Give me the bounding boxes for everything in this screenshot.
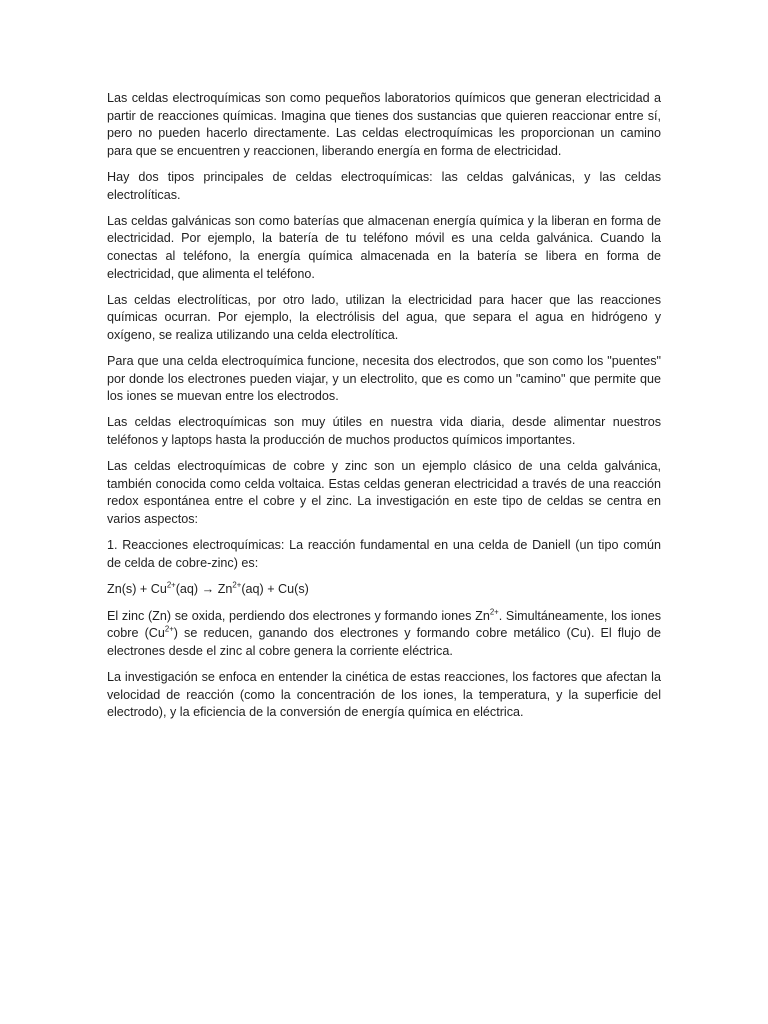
- equation-part: (aq) + Cu(s): [241, 582, 309, 596]
- text-run: El zinc (Zn) se oxida, perdiendo dos electrones y formando iones Zn: [107, 608, 490, 623]
- text-run: ) se reducen, ganando dos electrones y formando cobre metálico (Cu). El flujo de electrones desde el zinc al cobre genera la corriente eléctrica.: [107, 626, 662, 658]
- equation-daniell-cell: [107, 581, 661, 599]
- paragraph-research: La investigación se enfoca en entender la cinética de estas reacciones, los factores que afectan la velocidad de reacción (como la concentración de los iones, la temperatura, y la superficie del electrodo), y la eficiencia de la conversión de energía química en eléctrica.: [107, 669, 661, 720]
- paragraph-galvanic: Las celdas galvánicas son como baterías que almacenan energía química y la liberan en forma de electricidad. Por ejemplo, la batería de tu teléfono móvil es una celda galvánica. Cuando la conectas al teléfono, la energía química almacenada en la batería se libera en forma de electricidad, que alimenta el teléfono.: [107, 213, 661, 281]
- paragraph-electrolytic: Las celdas electrolíticas, por otro lado, utilizan la electricidad para hacer que las reacciones químicas ocurran. Por ejemplo, la electrólisis del agua, que separa el agua en hidrógeno y oxígeno, se realiza utilizando una celda electrolítica.: [107, 292, 661, 342]
- superscript-charge: 2+: [489, 607, 499, 617]
- equation-part: (aq) → Zn: [175, 582, 233, 596]
- paragraph-intro: Las celdas electroquímicas son como pequeños laboratorios químicos que generan electricidad a partir de reacciones químicas. Imagina que tienes dos sustancias que quieren reaccionar entre sí, pero no pueden hacerlo directamente. Las celdas electroquímicas les proporcionan un camino para que se encuentren y reaccionen, liberando energía en forma de electricidad.: [107, 91, 661, 158]
- paragraph-types: Hay dos tipos principales de celdas electroquímicas: las celdas galvánicas, y las celdas electrolíticas.: [107, 169, 661, 202]
- paragraph-electrodes: Para que una celda electroquímica funcione, necesita dos electrodos, que son como los "puentes" por donde los electrones pueden viajar, y un electrolito, que es como un "camino" que permite que los iones se muevan entre los electrodos.: [107, 354, 661, 404]
- text-run: . Simultáneamente, los iones cobre (Cu: [107, 608, 661, 641]
- paragraph-copper-zinc: Las celdas electroquímicas de cobre y zinc son un ejemplo clásico de una celda galvánica, también conocida como celda voltaica. Estas celdas generan electricidad a través de una reacción redox espontánea entre el cobre y el zinc. La investigación en este tipo de celdas se centra en varios aspectos:: [107, 459, 661, 527]
- equation-part: Zn(s) + Cu: [107, 582, 167, 596]
- superscript-charge: 2+: [164, 624, 174, 634]
- document-body: [107, 90, 661, 730]
- paragraph-reactions: 1. Reacciones electroquímicas: La reacción fundamental en una celda de Daniell (un tipo común de celda de cobre-zinc) es:: [107, 538, 661, 570]
- paragraph-uses: Las celdas electroquímicas son muy útiles en nuestra vida diaria, desde alimentar nuestros teléfonos y laptops hasta la producción de muchos productos químicos importantes.: [107, 415, 661, 448]
- equation-superscript: 2+: [232, 581, 242, 590]
- equation-superscript: 2+: [166, 581, 176, 590]
- paragraph-oxidation: [107, 608, 661, 661]
